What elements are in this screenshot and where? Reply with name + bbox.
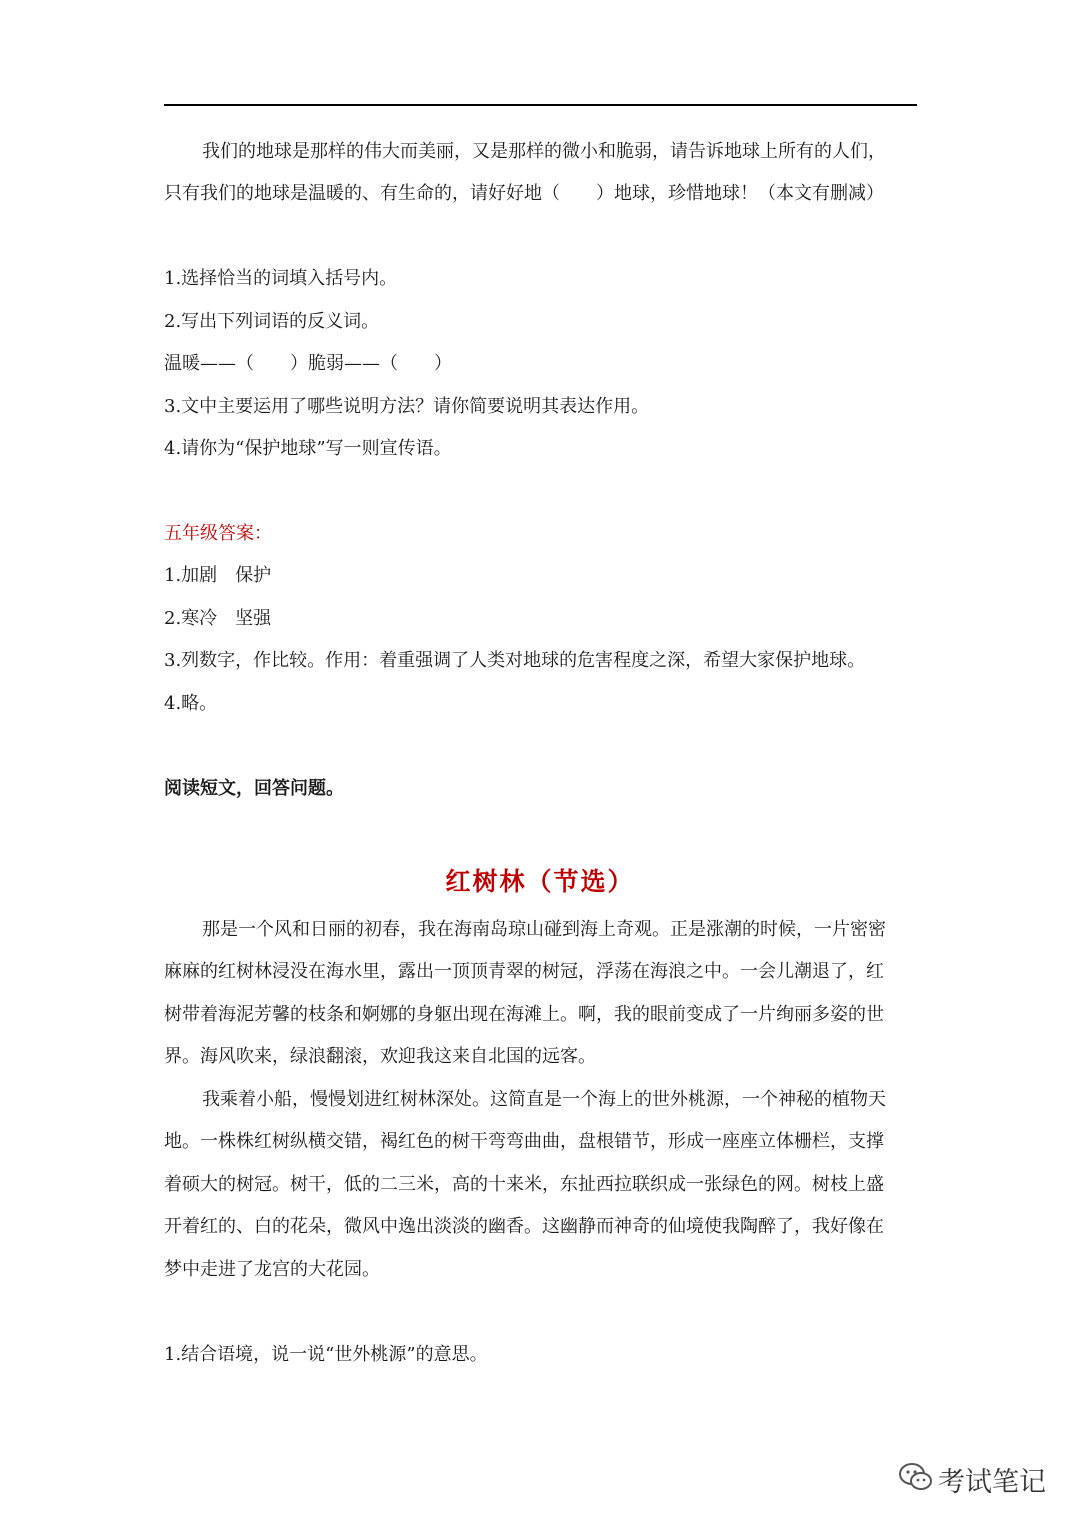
article-line: 麻麻的红树林浸没在海水里，露出一顶顶青翠的树冠，浮荡在海浪之中。一会儿潮退了，红 — [164, 961, 884, 982]
passage-line: 我们的地球是那样的伟大而美丽，又是那样的微小和脆弱，请告诉地球上所有的人们， — [202, 141, 886, 162]
answer-item: 2.寒冷 坚强 — [164, 608, 272, 629]
watermark — [898, 1456, 1058, 1500]
reading-instruction: 阅读短文，回答问题。 — [164, 778, 344, 799]
passage-line: 只有我们的地球是温暖的、有生命的，请好好地（ ）地球，珍惜地球！（本文有删减） — [164, 183, 884, 204]
article-line: 我乘着小船，慢慢划进红树林深处。这简直是一个海上的世外桃源，一个神秘的植物天 — [202, 1089, 886, 1110]
article-line: 梦中走进了龙宫的大花园。 — [164, 1259, 380, 1280]
article-line: 着硕大的树冠。树干，低的二三米，高的十来米，东扯西拉联织成一张绿色的网。树枝上盛 — [164, 1174, 884, 1195]
answer-item: 1.加剧 保护 — [164, 565, 272, 586]
article-line: 开着红的、白的花朵，微风中逸出淡淡的幽香。这幽静而神奇的仙境使我陶醉了，我好像在 — [164, 1216, 884, 1237]
question-1: 1.选择恰当的词填入括号内。 — [164, 268, 398, 289]
article-line: 树带着海泥芳馨的枝条和婀娜的身躯出现在海滩上。啊，我的眼前变成了一片绚丽多姿的世 — [164, 1004, 884, 1025]
question-2: 2.写出下列词语的反义词。 — [164, 311, 380, 332]
answers-heading: 五年级答案： — [164, 523, 272, 544]
answer-item: 4.略。 — [164, 693, 218, 714]
answer-item: 3.列数字，作比较。作用：着重强调了人类对地球的危害程度之深，希望大家保护地球。 — [164, 650, 866, 671]
article-title: 红树林（节选） — [445, 867, 635, 896]
question-world-peach: 1.结合语境，说一说“世外桃源”的意思。 — [164, 1344, 488, 1365]
article-line: 界。海风吹来，绿浪翻滚，欢迎我这来自北国的远客。 — [164, 1046, 596, 1067]
header-rule — [164, 104, 917, 106]
question-3: 3.文中主要运用了哪些说明方法？请你简要说明其表达作用。 — [164, 396, 650, 417]
watermark-text: 考试笔记 — [938, 1467, 1046, 1498]
article-line: 地。一株株红树纵横交错，褐红色的树干弯弯曲曲，盘根错节，形成一座座立体栅栏，支撑 — [164, 1131, 884, 1152]
wechat-icon — [898, 1462, 934, 1492]
antonym-blanks: 温暖——（ ）脆弱——（ ） — [164, 353, 452, 374]
question-4: 4.请你为“保护地球”写一则宣传语。 — [164, 438, 452, 459]
article-line: 那是一个风和日丽的初春，我在海南岛琼山碰到海上奇观。正是涨潮的时候，一片密密 — [202, 919, 886, 940]
